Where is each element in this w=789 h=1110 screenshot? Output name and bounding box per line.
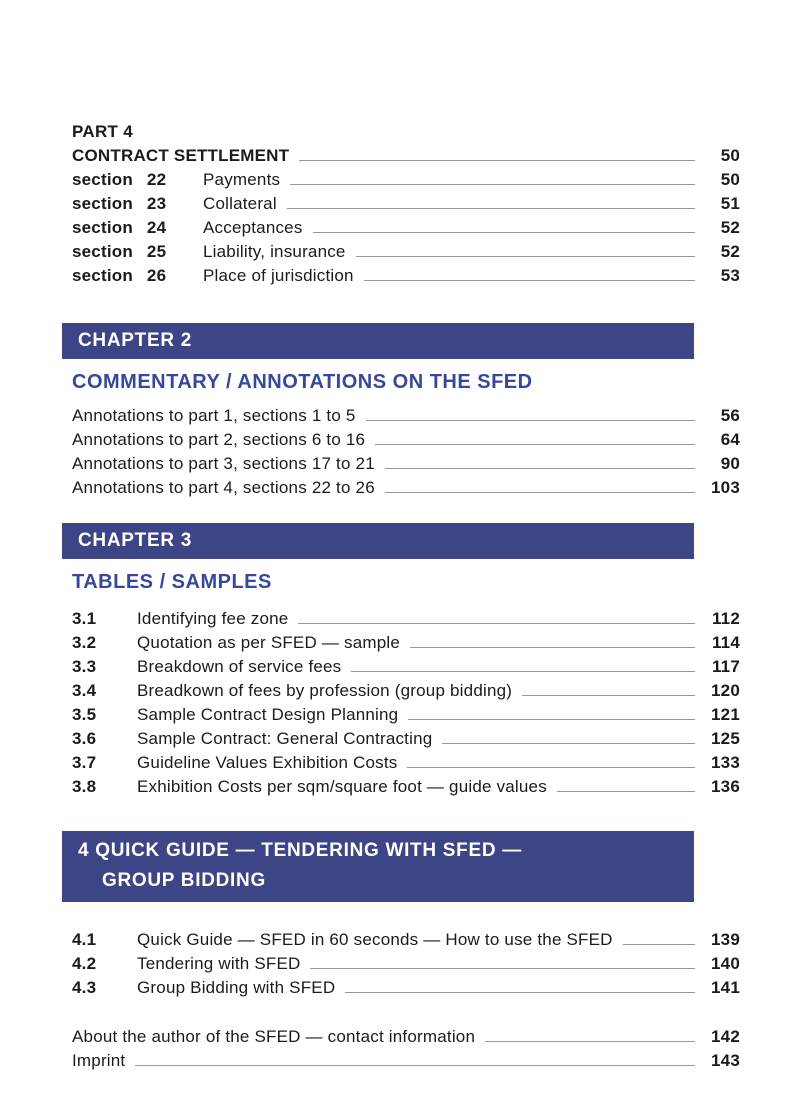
- entry-title: Sample Contract Design Planning: [137, 705, 399, 724]
- chapter2-banner: CHAPTER 2: [62, 323, 694, 359]
- chapter3-banner: CHAPTER 3: [62, 523, 694, 559]
- leader-line: [385, 468, 695, 469]
- toc-entry: [72, 653, 740, 677]
- leader-line: [410, 647, 695, 648]
- page-number: 143: [711, 1051, 740, 1070]
- leader-line: [364, 280, 695, 281]
- section-label: section 26: [72, 266, 167, 285]
- page-number: 90: [720, 454, 740, 473]
- toc-entry: [72, 974, 740, 998]
- section-title: Place of jurisdiction: [203, 266, 354, 285]
- page-number: 125: [711, 729, 740, 748]
- entry-number: 3.2: [72, 633, 97, 652]
- leader-line: [442, 743, 695, 744]
- toc-entry: [72, 402, 740, 426]
- page-number: 139: [711, 930, 740, 949]
- entry-title: Group Bidding with SFED: [137, 978, 336, 997]
- entry-title: Quick Guide — SFED in 60 seconds — How to use the SFED: [137, 930, 613, 949]
- leader-line: [623, 944, 695, 945]
- page-number: 112: [711, 609, 740, 628]
- entry-number: 3.7: [72, 753, 97, 772]
- page-number: 121: [711, 705, 740, 724]
- entry-number: 4.2: [72, 954, 97, 973]
- section-row-25: [72, 238, 740, 262]
- leader-line: [310, 968, 695, 969]
- section-label: section 23: [72, 194, 167, 213]
- chapter4-banner-line2: GROUP BIDDING: [102, 870, 266, 891]
- chapter4-banner: [62, 831, 694, 902]
- entry-title: Sample Contract: General Contracting: [137, 729, 433, 748]
- page-number: 52: [720, 242, 740, 261]
- entry-number: 4.3: [72, 978, 97, 997]
- toc-entry: [72, 926, 740, 950]
- part4-title: CONTRACT SETTLEMENT: [72, 146, 290, 165]
- toc-entry: [72, 677, 740, 701]
- section-label: section 24: [72, 218, 167, 237]
- page-number: 64: [720, 430, 740, 449]
- chapter3-entries: [72, 605, 740, 797]
- page-number: 141: [711, 978, 740, 997]
- page-number: 53: [720, 266, 740, 285]
- toc-entry: [72, 629, 740, 653]
- part4-title-row: [72, 142, 740, 166]
- entry-number: 3.4: [72, 681, 97, 700]
- section-title: Payments: [203, 170, 281, 189]
- entry-title: Breadkown of fees by profession (group bidding): [137, 681, 513, 700]
- chapter2-heading: COMMENTARY / ANNOTATIONS ON THE SFED: [72, 371, 533, 393]
- leader-line: [356, 256, 695, 257]
- leader-line: [135, 1065, 695, 1066]
- entry-title: Imprint: [72, 1051, 126, 1070]
- leader-line: [290, 184, 695, 185]
- chapter3-heading: TABLES / SAMPLES: [72, 571, 272, 593]
- leader-line: [287, 208, 695, 209]
- leader-line: [522, 695, 695, 696]
- entry-title: Annotations to part 1, sections 1 to 5: [72, 406, 356, 425]
- entry-title: Breakdown of service fees: [137, 657, 342, 676]
- section-label: section 22: [72, 170, 167, 189]
- leader-line: [407, 767, 695, 768]
- page-number: 136: [711, 777, 740, 796]
- entry-number: 3.8: [72, 777, 97, 796]
- entry-title: About the author of the SFED — contact information: [72, 1027, 476, 1046]
- entry-number: 4.1: [72, 930, 97, 949]
- toc-content: [72, 0, 740, 1071]
- leader-line: [557, 791, 695, 792]
- page-number: 51: [720, 194, 740, 213]
- entry-number: 3.1: [72, 609, 97, 628]
- toc-entry: [72, 773, 740, 797]
- entry-title: Guideline Values Exhibition Costs: [137, 753, 398, 772]
- section-row-24: [72, 214, 740, 238]
- part4-label: PART 4: [72, 122, 133, 141]
- page-number: 140: [711, 954, 740, 973]
- toc-entry: [72, 701, 740, 725]
- toc-entry: [72, 1023, 740, 1047]
- entry-title: Annotations to part 3, sections 17 to 21: [72, 454, 375, 473]
- chapter2-entries: [72, 402, 740, 498]
- toc-entry: [72, 474, 740, 498]
- entry-title: Tendering with SFED: [137, 954, 301, 973]
- section-title: Collateral: [203, 194, 277, 213]
- entry-number: 3.3: [72, 657, 97, 676]
- toc-entry: [72, 725, 740, 749]
- page-number: 52: [720, 218, 740, 237]
- leader-line: [485, 1041, 695, 1042]
- entry-number: 3.6: [72, 729, 97, 748]
- section-label: section 25: [72, 242, 167, 261]
- leader-line: [385, 492, 695, 493]
- toc-entry: [72, 605, 740, 629]
- entry-title: Annotations to part 4, sections 22 to 26: [72, 478, 375, 497]
- leader-line: [375, 444, 695, 445]
- toc-entry: [72, 426, 740, 450]
- page-number: 56: [720, 406, 740, 425]
- page-number: 117: [711, 657, 740, 676]
- toc-entry: [72, 749, 740, 773]
- leader-line: [408, 719, 695, 720]
- backmatter-entries: [72, 1023, 740, 1071]
- section-row-22: [72, 166, 740, 190]
- leader-line: [345, 992, 695, 993]
- leader-line: [313, 232, 695, 233]
- section-row-26: [72, 262, 740, 286]
- section-title: Acceptances: [203, 218, 303, 237]
- page-number: 50: [720, 170, 740, 189]
- page-number: 114: [711, 633, 740, 652]
- section-title: Liability, insurance: [203, 242, 346, 261]
- toc-entry: [72, 950, 740, 974]
- toc-entry: [72, 1047, 740, 1071]
- entry-title: Annotations to part 2, sections 6 to 16: [72, 430, 366, 449]
- page-number: 50: [720, 146, 740, 165]
- leader-line: [299, 160, 695, 161]
- chapter4-banner-line1: 4 QUICK GUIDE — TENDERING WITH SFED —: [78, 840, 522, 861]
- leader-line: [351, 671, 695, 672]
- entry-number: 3.5: [72, 705, 97, 724]
- leader-line: [366, 420, 695, 421]
- page-number: 133: [711, 753, 740, 772]
- entry-title: Quotation as per SFED — sample: [137, 633, 401, 652]
- toc-entry: [72, 450, 740, 474]
- section-row-23: [72, 190, 740, 214]
- leader-line: [298, 623, 695, 624]
- page-number: 120: [711, 681, 740, 700]
- entry-title: Identifying fee zone: [137, 609, 289, 628]
- chapter4-entries: [72, 926, 740, 998]
- page-number: 103: [711, 478, 740, 497]
- entry-title: Exhibition Costs per sqm/square foot — guide values: [137, 777, 547, 796]
- page-number: 142: [711, 1027, 740, 1046]
